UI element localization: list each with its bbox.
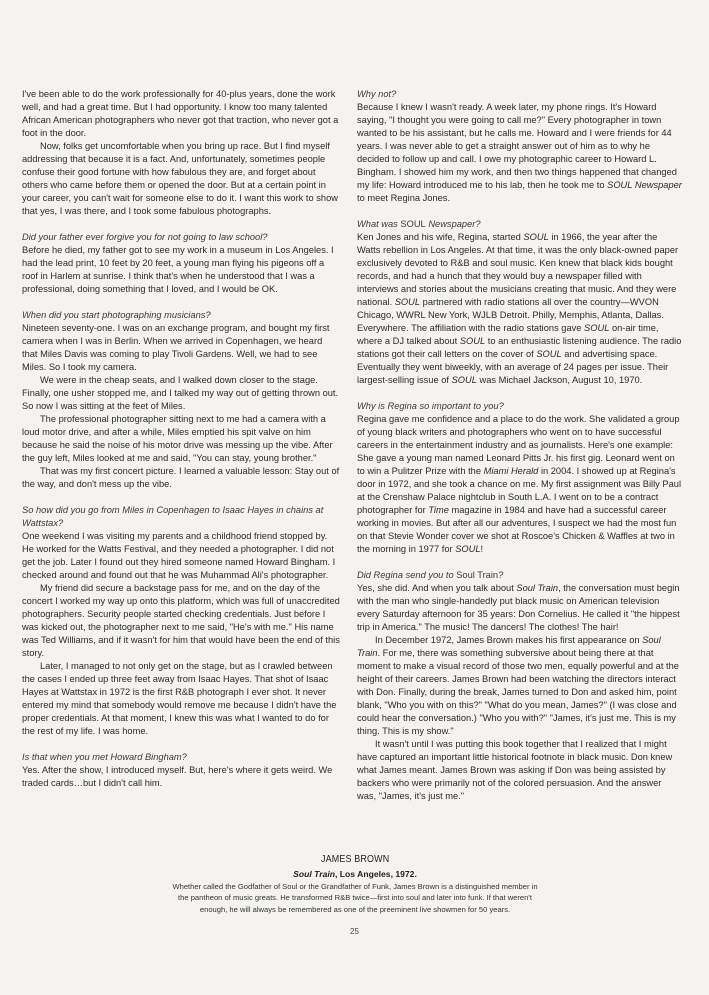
left-column bbox=[22, 88, 340, 790]
interview-answer: In December 1972, James Brown makes his first appearance on Soul Train. For me, there was something subversive about being there at that moment to make a visual record of those two men, equally powerful and at the height of their careers. James Brown had been watching the directors interact with Don. Finally, during the break, James turned to Don and asked him, point blank, "Who you with on this?" "What do you mean, James?" (I was close and could hear the conversation.) "Who you with?" "James, it's just me. This is my thing. This is my show." bbox=[357, 635, 679, 736]
interview-answer: One weekend I was visiting my parents and a childhood friend stopped by. He worked for the Watts Festival, and they needed a photographer. I did not get the job. Later I found out they hired someone named Howard Bingham. I checked around and found out that he was Muhammad Ali's photographer. bbox=[22, 531, 336, 580]
caption-subject: JAMES BROWN bbox=[320, 853, 390, 865]
interview-answer: Regina gave me confidence and a place to do the work. She validated a group of young black writers and photographers who went on to have successful careers in the entertainment industry and as journalists. Here's one example: She gave a young man named Leonard Pitts Jr. his first gig. Leonard went on to win a Pulitzer Prize with the Miami Herald in 2004. I showed up at Regina's door in 1972, and she took a chance on me. My first assignment was Billy Paul at the Crenshaw Palace nightclub in South L.A. I went on to be a contract photographer for Time magazine in 1984 and have had a successful career working in movies. But after all our adventures, I suspect we had the most fun on that Stevie Wonder cover we shot at Roscoe's Chicken & Waffles at two in the morning in 1977 for SOUL! bbox=[357, 414, 682, 554]
interview-answer: Before he died, my father got to see my work in a museum in Los Angeles. I had the lead print, 10 feet by 20 feet, a young man flying his pigeons off a roof in Harlem at sunrise. I think that's when he understood that I was a professional, doing something that I loved, and I would be OK. bbox=[22, 245, 334, 294]
photo-caption bbox=[170, 849, 540, 915]
interview-answer: My friend did secure a backstage pass for me, and on the day of the concert I worked my way up onto this platform, which was full of unaccredited photographers. Security people started checking credentials. Just before I was kicked out, the photographer next to me said, "He's with me." His name was Ted Williams, and if it wasn't for him that would have been the end of this story. bbox=[22, 583, 340, 658]
interview-answer: Because I knew I wasn't ready. A week later, my phone rings. It's Howard saying, "I thought you were going to call me?" Every photographer in town wanted to be his assistant, but he calls me. Howard and I were friends for 44 years. I was never able to get a straight answer out of him as to why he decided to follow up and call. I owe my photographic career to Howard L. Bingham. I showed him my work, and then two things happened that changed my life: Howard introduced me to his lab, then he took me to SOUL Newspaper to meet Regina Jones. bbox=[357, 102, 682, 203]
page-number: 25 bbox=[350, 927, 359, 936]
interview-question: Why not? bbox=[357, 89, 397, 99]
caption-title: Soul Train, Los Angeles, 1972. bbox=[293, 869, 417, 879]
interview-question: What was SOUL Newspaper? bbox=[357, 219, 481, 229]
interview-question: Did Regina send you to Soul Train? bbox=[357, 570, 504, 580]
paragraph: I've been able to do the work professionally for 40-plus years, done the work well, and had a great time. But I had opportunity. I know too many talented African American photographers who never got that traction, who never got a foot in the door. bbox=[22, 89, 339, 138]
interview-question: Why is Regina so important to you? bbox=[357, 401, 504, 411]
interview-answer: Nineteen seventy-one. I was on an exchange program, and bought my first camera when I was in Berlin. When we arrived in Copenhagen, we heard that Miles Davis was coming to play Tivoli Gardens. Well, we had to see Miles. So I took my camera. bbox=[22, 323, 330, 372]
interview-question: So how did you go from Miles in Copenhagen to Isaac Hayes in chains at Wattstax? bbox=[22, 505, 324, 528]
right-column bbox=[357, 88, 682, 803]
interview-answer: Yes. After the show, I introduced myself. But, here's where it gets weird. We traded cards…but I didn't call him. bbox=[22, 765, 333, 788]
caption-body: Whether called the Godfather of Soul or the Grandfather of Funk, James Brown is a distinguished member in the pantheon of music greats. He transformed R&B twice—first into soul and later into funk. If that weren't enough, he will always be remembered as one of the preeminent live showmen for 50 years. bbox=[172, 882, 538, 914]
interview-question: Is that when you met Howard Bingham? bbox=[22, 752, 187, 762]
interview-answer: That was my first concert picture. I learned a valuable lesson: Stay out of the way, and don't mess up the vibe. bbox=[22, 466, 340, 489]
interview-question: When did you start photographing musicians? bbox=[22, 310, 211, 320]
interview-answer: Ken Jones and his wife, Regina, started SOUL in 1966, the year after the Watts rebellion in Los Angeles. At that time, it was the only black-owned paper exclusively devoted to R&B and soul music. Ken knew that black kids bought records, and had a hunch that they would buy a newspaper filled with interviews and stories about the musicians creating that music. And they were national. SOUL partnered with radio stations all over the country—WVON Chicago, WWRL New York, WJLB Detroit. Philly, Memphis, Atlanta, Dallas. Everywhere. The affiliation with the radio stations gave SOUL on-air time, where a DJ talked about SOUL to an enthusiastic listening audience. The radio stations got their call letters on the cover of SOUL and advertising space. Eventually they went biweekly, with an average of 24 pages per issue. Their largest-selling issue of SOUL was Michael Jackson, August 10, 1970. bbox=[357, 232, 682, 385]
interview-question: Did your father ever forgive you for not going to law school? bbox=[22, 232, 268, 242]
interview-answer: The professional photographer sitting next to me had a camera with a loud motor drive, and after a while, Miles emptied his spit valve on him because he said the noise of his motor drive was messing up the vibe. After the guy left, Miles looked at me and said, "You can stay, young brother." bbox=[22, 414, 333, 463]
interview-answer: We were in the cheap seats, and I walked down closer to the stage. Finally, one usher stopped me, and I talked my way out of getting thrown out. So now I was sitting at the feet of Miles. bbox=[22, 375, 339, 411]
interview-answer: Later, I managed to not only get on the stage, but as I crawled between the cases I ended up three feet away from Isaac Hayes. That shot of Isaac Hayes at Wattstax in 1972 is the first R&B photograph I ever shot. It never entered my mind that somebody would remove me because I didn't have the proper credentials. At that moment, I knew this was what I wanted to do for the rest of my life. I was home. bbox=[22, 661, 337, 736]
interview-answer: Yes, she did. And when you talk about Soul Train, the conversation must begin with the man who single-handedly put black music on American television every Saturday afternoon for 35 years: Don Cornelius. He called it "the hippest trip in America." The music! The dancers! The clothes! The hair! bbox=[357, 583, 680, 632]
interview-answer: It wasn't until I was putting this book together that I realized that I might have captured an important little historical footnote in black music. Don knew what James meant. James Brown was asking if Don was being assisted by backers who were primarily not of the colored persuasion. And the answer was, "James, it's just me." bbox=[357, 739, 673, 801]
paragraph: Now, folks get uncomfortable when you bring up race. But I find myself addressing that because it is a fact. And, unfortunately, sometimes people confuse their good fortune with how fabulous they are, and forget about others who came before them or opened the door. But at a certain point in your career, you can't wait for someone else to do it. I want this work to show that yes, I was there, and I took some fabulous photographs. bbox=[22, 141, 338, 216]
